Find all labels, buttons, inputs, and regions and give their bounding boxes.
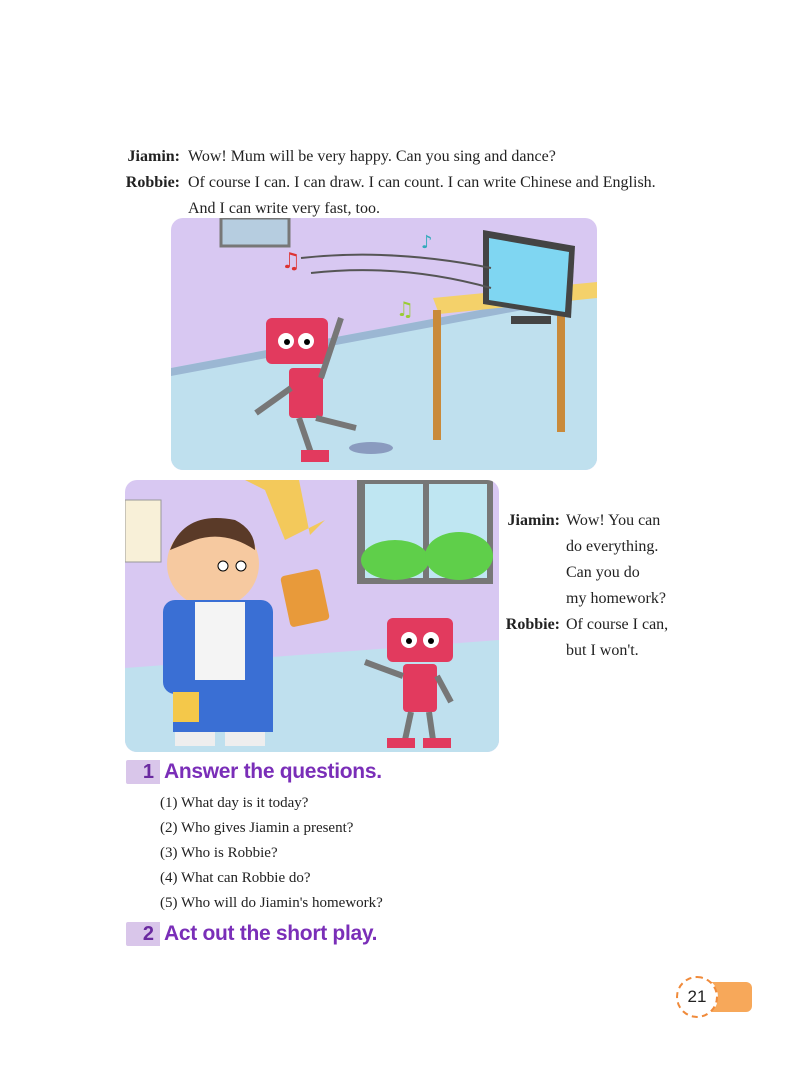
dialog-line: And I can write very fast, too. — [188, 200, 380, 217]
dialog-line: Wow! Mum will be very happy. Can you sing and dance? — [188, 148, 556, 165]
dialog-line: Of course I can, — [566, 616, 669, 633]
dialog-line: my homework? — [566, 590, 666, 607]
speaker-robbie-1: Robbie: — [125, 174, 180, 191]
question-item: (3) Who is Robbie? — [160, 845, 278, 861]
exercise-2-number: 2 — [126, 922, 160, 946]
dialog-line: do everything. — [566, 538, 659, 555]
question-item: (1) What day is it today? — [160, 795, 309, 811]
dialog-line: Can you do — [566, 564, 640, 581]
exercise-1-number: 1 — [126, 760, 160, 784]
speaker-robbie-2: Robbie: — [505, 616, 560, 633]
exercise-2-title: Act out the short play. — [164, 922, 378, 945]
dialog-line: but I won't. — [566, 642, 639, 659]
svg-text:♫: ♫ — [396, 297, 414, 321]
dialog-line: Of course I can. I can draw. I can count. I can write Chinese and English. — [188, 174, 656, 191]
svg-text:♫: ♫ — [281, 249, 301, 274]
question-item: (2) Who gives Jiamin a present? — [160, 820, 354, 836]
exercise-1-title: Answer the questions. — [164, 760, 382, 783]
page-number: 21 — [676, 976, 718, 1018]
speaker-jiamin-1: Jiamin: — [127, 148, 180, 165]
question-item: (5) Who will do Jiamin's homework? — [160, 895, 383, 911]
question-item: (4) What can Robbie do? — [160, 870, 311, 886]
svg-text:♪: ♪ — [421, 232, 433, 253]
speaker-jiamin-2: Jiamin: — [507, 512, 560, 529]
illustration-boy-and-robot — [125, 480, 499, 752]
dialog-line: Wow! You can — [566, 512, 661, 529]
illustration-robot-dancing — [171, 218, 597, 470]
